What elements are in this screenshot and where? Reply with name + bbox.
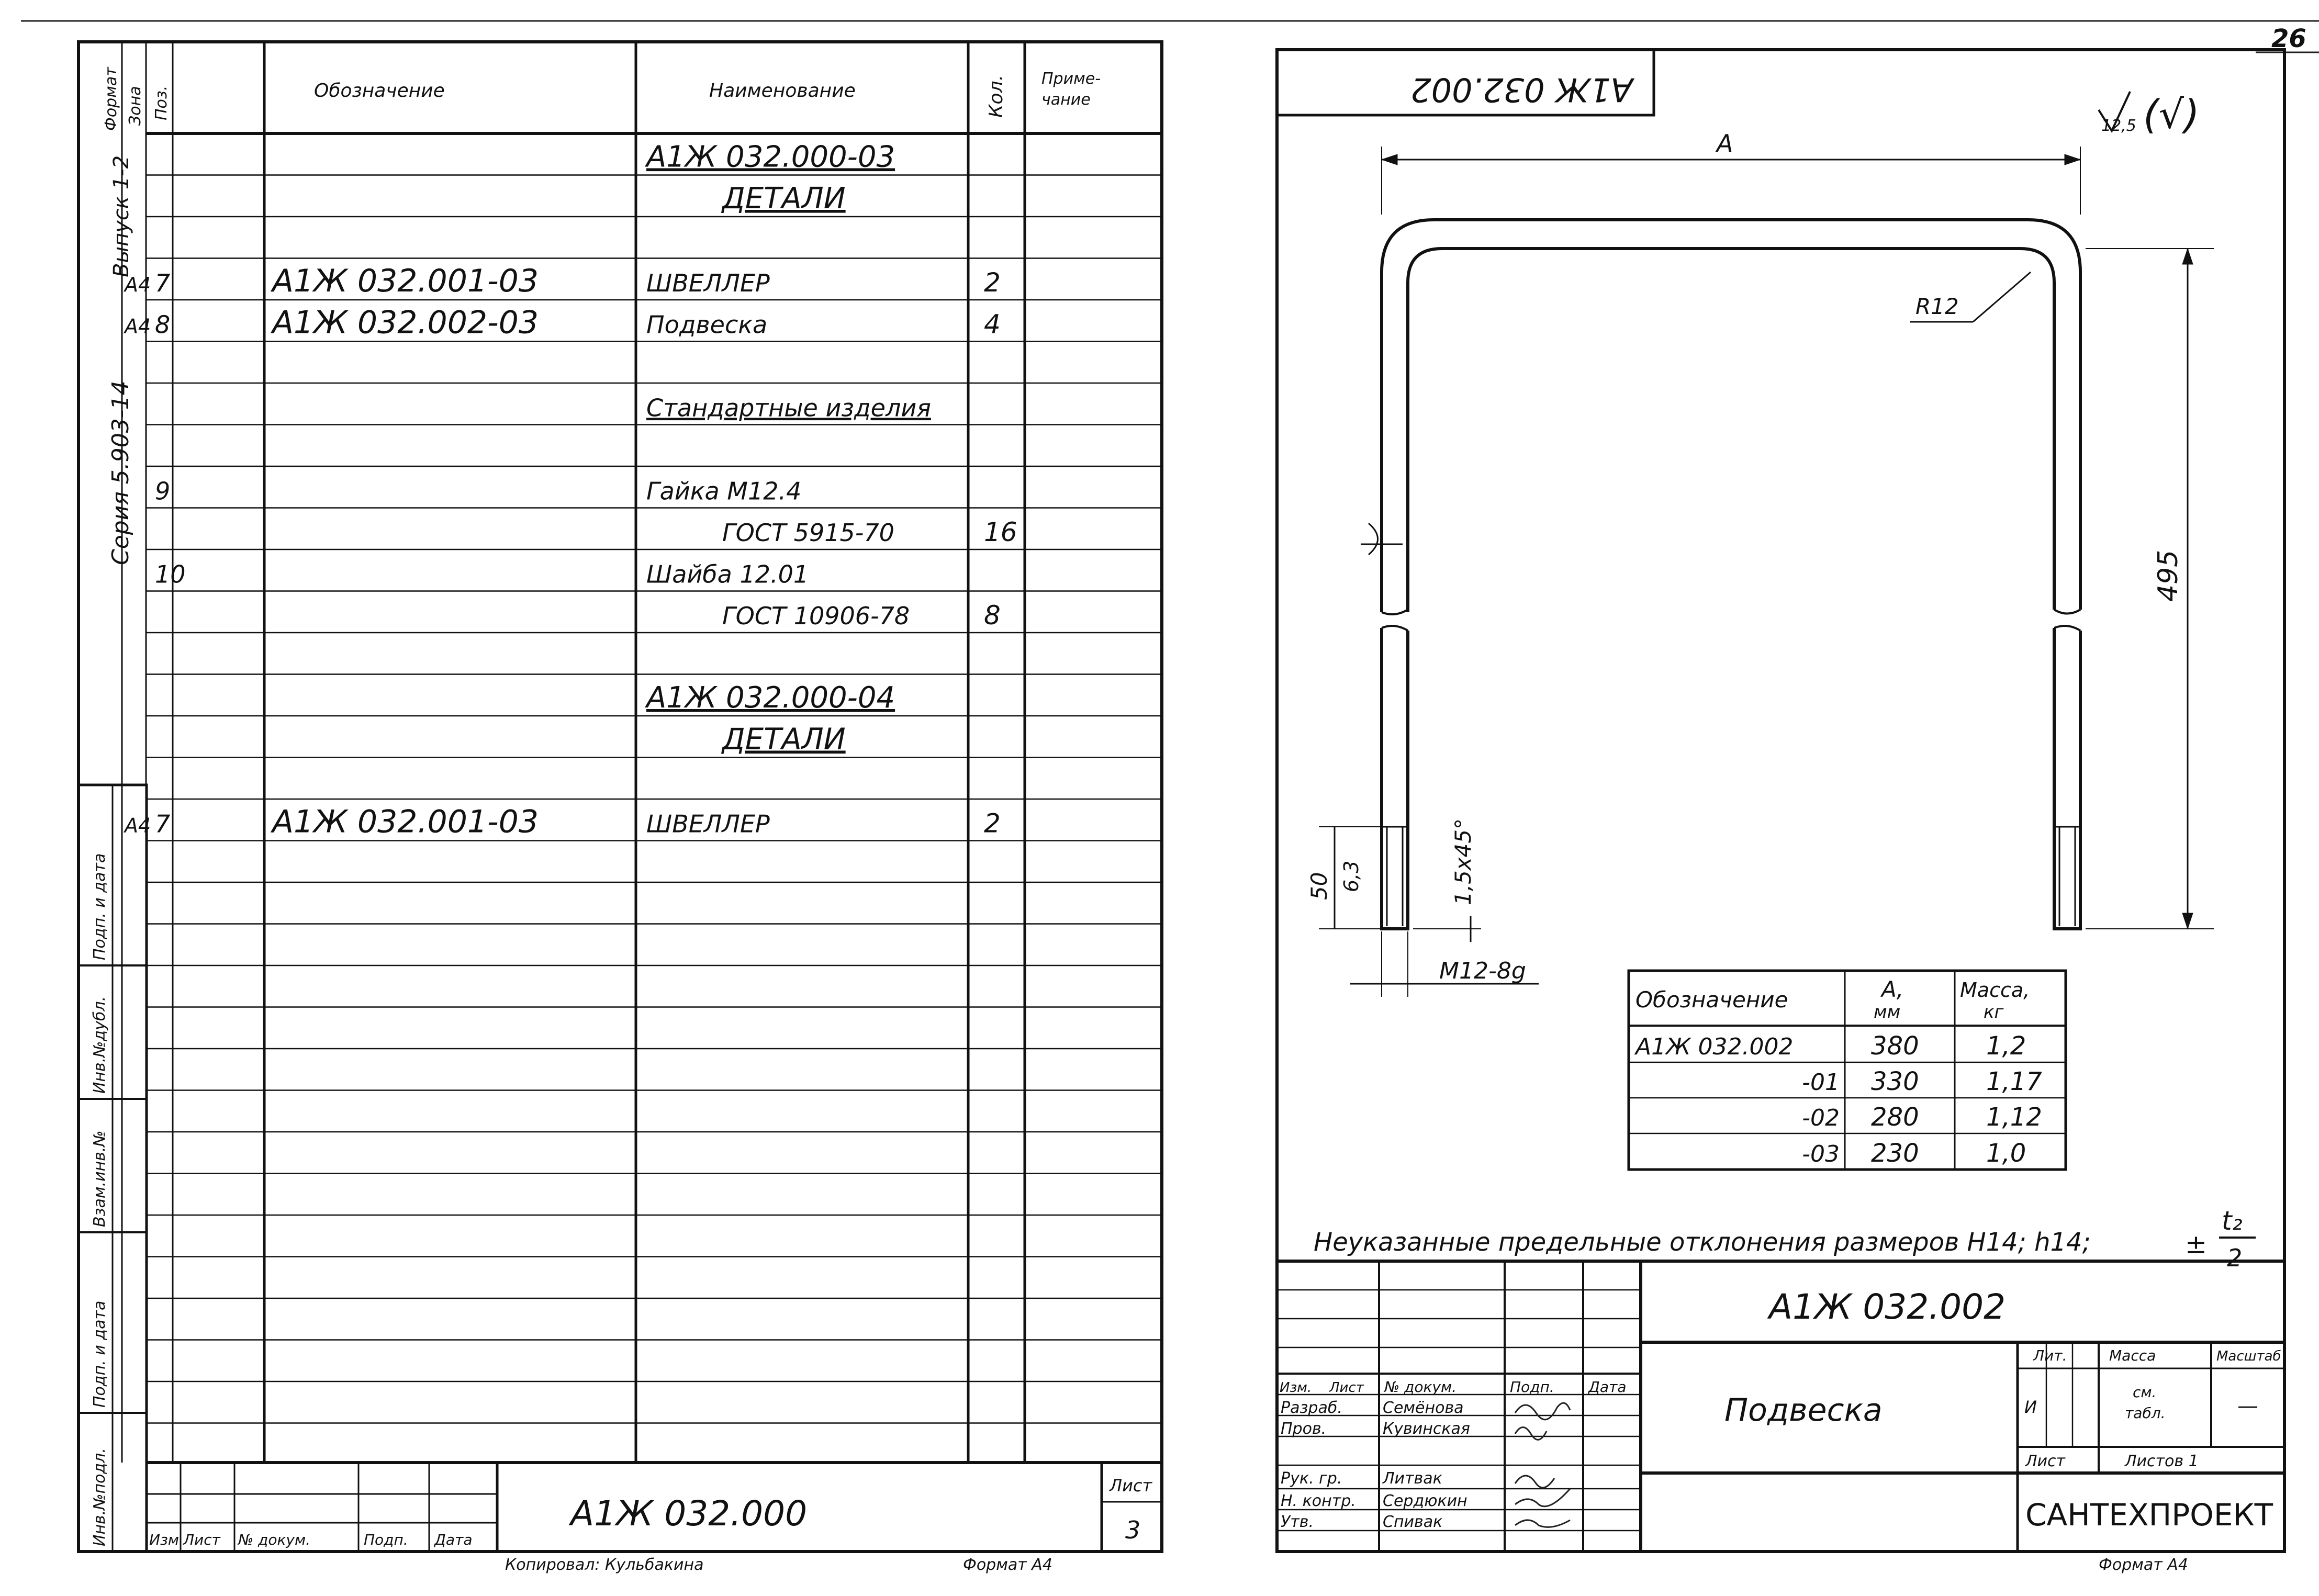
variants-header-designation: Обозначение [1635,987,1788,1013]
spec-row [155,560,809,589]
row-pos: 10 [155,560,186,589]
left-table-header [102,66,1101,131]
header-designation: Обозначение [314,80,445,102]
organization: САНТЕХПРОЕКТ [2025,1497,2273,1533]
right-col-izm: Изм. [1280,1380,1312,1396]
page-number: 26 [2271,24,2306,53]
signer-name: Кувинская [1383,1420,1470,1438]
row-designation: А1Ж 032.001-03 [272,263,539,299]
spec-row [721,723,846,757]
series-label: Серия 5.903-14 [107,380,134,565]
dim-thread-rough: 6,3 [1340,860,1363,892]
mass-value-1: см. [2133,1384,2157,1401]
sheets-count: Листов 1 [2125,1452,2199,1470]
header-note-2: чание [1041,91,1091,109]
spec-row [722,600,1001,631]
header-name: Наименование [709,80,856,102]
signer-name: Сердюкин [1383,1492,1467,1510]
header-pos: Поз. [152,85,171,120]
stamp-inv-podl: Инв.№подл. [91,1448,109,1546]
copied-by: Копировал: Кульбакина [505,1556,704,1574]
row-name: Стандартные изделия [646,394,931,422]
variant-a: 230 [1871,1139,1919,1168]
spec-row [645,681,895,715]
signer-role: Утв. [1281,1513,1314,1531]
right-col-list: Лист [1329,1380,1364,1396]
signer-name: Литвак [1383,1469,1442,1488]
variants-header-a: А, [1881,976,1904,1002]
row-designation: А1Ж 032.002-03 [272,304,539,341]
stamp-inv-dubl: Инв.№дубл. [91,996,109,1094]
variant-mass: 1,2 [1986,1031,2026,1061]
left-col-list: Лист [183,1531,220,1548]
spec-row [646,394,931,422]
dim-thread-len: 50 [1306,872,1332,900]
left-sheet-label: Лист [1110,1476,1152,1496]
row-qty: 2 [984,267,1001,298]
variant-a: 330 [1871,1067,1919,1096]
signer-role: Н. контр. [1281,1492,1356,1510]
header-note-1: Приме- [1041,70,1101,88]
signer-role: Пров. [1281,1420,1327,1438]
left-spec-rows [123,140,1017,840]
signer-role: Разраб. [1281,1399,1342,1417]
right-col-data: Дата [1588,1378,1627,1396]
stamp-podp-data-1: Подп. и дата [91,1300,109,1408]
row-qty: 2 [984,808,1001,839]
tolerance-num: t₂ [2222,1206,2243,1236]
spec-row [123,263,1001,299]
spec-row [722,517,1017,547]
row-name: Подвеска [646,310,768,339]
lit-label: Лит. [2033,1347,2067,1364]
row-pos: 7 [155,810,171,838]
variants-header-a-unit: мм [1874,1002,1901,1022]
left-sheet-number: 3 [1125,1516,1141,1544]
spec-row [123,305,1001,341]
row-name: Шайба 12.01 [646,560,809,589]
variants-table-texts [1634,976,2042,1168]
right-sheet-label: Лист [2025,1452,2066,1470]
dim-thread: М12-8g [1439,958,1526,984]
tolerance-sign: ± [2185,1229,2207,1260]
right-part-name: Подвеска [1724,1392,1883,1429]
spec-row [155,477,801,505]
variant-designation: -03 [1802,1141,1840,1167]
mass-label: Масса [2109,1347,2156,1364]
signer-name: Семёнова [1383,1399,1464,1417]
right-format: Формат А4 [2099,1556,2188,1574]
tolerance-text: Неуказанные предельные отклонения размеров Н14; h14; [1314,1228,2091,1257]
variant-mass: 1,17 [1986,1067,2042,1096]
variant-mass: 1,12 [1986,1103,2042,1132]
row-name: ГОСТ 10906-78 [722,602,910,630]
row-format: А4 [125,273,151,296]
row-qty: 8 [984,600,1001,631]
scale-label: Масштаб [2216,1348,2281,1364]
left-doc-code: А1Ж 032.000 [570,1493,808,1534]
row-name: ШВЕЛЛЕР [646,810,770,838]
dim-radius: R12 [1915,294,1959,319]
variant-designation: -02 [1802,1105,1840,1131]
dim-a: А [1717,129,1733,158]
signer-role: Рук. гр. [1281,1469,1342,1488]
header-zone: Зона [126,86,144,126]
left-format: Формат А4 [963,1556,1052,1574]
row-format: А4 [125,314,151,338]
row-name: ШВЕЛЛЕР [646,269,770,297]
row-name: А1Ж 032.000-03 [646,140,895,174]
row-name: ГОСТ 5915-70 [722,519,894,547]
variant-a: 280 [1871,1103,1919,1132]
header-format: Формат [102,67,120,131]
left-title-texts [149,1476,1152,1574]
tolerance-den: 2 [2227,1244,2243,1272]
right-col-doc: № докум. [1384,1378,1457,1396]
row-name: А1Ж 032.000-04 [646,681,895,715]
dim-height: 495 [2153,549,2184,602]
stamp-podp-data-2: Подп. и дата [91,853,109,960]
stamp-code-rotated: А1Ж 032.002 [1410,71,1633,109]
roughness-mark [2099,91,2200,138]
row-format: А4 [125,814,151,837]
variant-a: 380 [1871,1031,1919,1061]
variant-designation: -01 [1802,1069,1840,1096]
spec-row [645,140,895,174]
mass-value-2: табл. [2125,1404,2166,1422]
row-designation: А1Ж 032.001-03 [272,803,539,840]
row-name: ДЕТАЛИ [722,182,846,216]
row-qty: 16 [984,517,1017,547]
header-qty: Кол. [985,74,1007,118]
spec-row [123,804,1001,840]
dimension-labels [1306,129,2184,984]
stamp-vzam-inv: Взам.инв.№ [91,1130,109,1227]
roughness-value: 12,5 [2101,117,2136,135]
left-col-data: Дата [434,1531,473,1548]
variants-header-mass-unit: кг [1984,1002,2004,1022]
left-col-izm: Изм [149,1531,179,1548]
row-pos: 8 [155,310,171,339]
scale-value: — [2237,1394,2258,1418]
lit-value: И [2024,1397,2037,1417]
row-name: ДЕТАЛИ [722,722,846,757]
row-qty: 4 [984,309,1001,340]
row-pos: 7 [155,269,171,297]
dim-chamfer: 1,5х45° [1450,818,1476,905]
signer-name: Спивак [1383,1513,1443,1531]
variants-header-mass: Масса, [1960,979,2030,1002]
left-row-lines [147,175,1162,1423]
variant-designation: А1Ж 032.002 [1635,1033,1794,1060]
variant-mass: 1,0 [1986,1139,2026,1168]
left-col-podp: Подп. [364,1531,408,1548]
roughness-symbol: (√) [2143,91,2200,138]
left-col-doc: № докум. [238,1531,311,1548]
row-pos: 9 [155,477,171,505]
issue-label: Выпуск 1-2 [109,155,133,277]
row-name: Гайка М12.4 [646,477,802,505]
right-col-podp: Подп. [1510,1378,1554,1396]
spec-row [721,182,846,216]
right-doc-code: А1Ж 032.002 [1769,1287,2006,1327]
